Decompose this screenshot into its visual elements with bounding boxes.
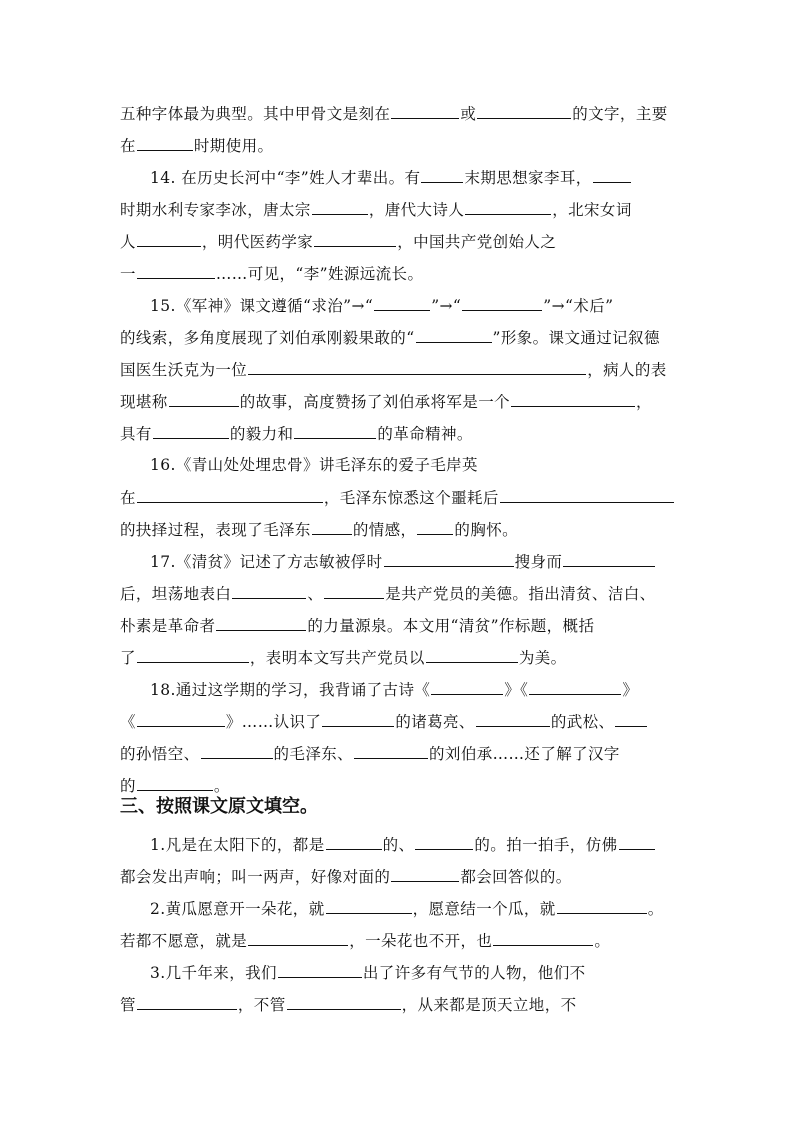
text-segment: 后，坦荡地表白 xyxy=(120,585,232,603)
answer-blank[interactable] xyxy=(426,647,518,663)
text-segment: 17.《清贫》记述了方志敏被俘时 xyxy=(150,553,383,571)
answer-blank[interactable] xyxy=(354,743,428,759)
answer-blank[interactable] xyxy=(391,866,459,882)
text-segment: ， xyxy=(636,393,652,411)
text-segment: 在 xyxy=(120,489,136,507)
text-segment: 的孙悟空、 xyxy=(120,745,200,763)
text-segment: 若都不愿意，就是 xyxy=(120,932,248,950)
text-line-1 xyxy=(120,103,668,124)
text-segment: 了 xyxy=(120,649,136,667)
text-segment: 朴素是革命者 xyxy=(120,617,216,635)
answer-blank[interactable] xyxy=(248,359,586,375)
text-line-11 xyxy=(120,423,473,444)
text-segment: 18.通过这学期的学习，我背诵了古诗《 xyxy=(150,681,431,699)
text-segment: 的。拍一拍手，仿佛 xyxy=(474,836,618,854)
text-line-14 xyxy=(120,519,518,540)
text-segment: 的文字，主要 xyxy=(572,105,668,123)
text-segment: 》《 xyxy=(504,681,529,699)
text-segment: 国医生沃克为一位 xyxy=(120,361,248,379)
text-segment: 的武松、 xyxy=(550,713,615,731)
text-segment: ”形象。课文通过记叙德 xyxy=(492,329,660,347)
answer-blank[interactable] xyxy=(232,583,306,599)
text-segment: 的、 xyxy=(382,836,415,854)
answer-blank[interactable] xyxy=(314,231,396,247)
answer-blank[interactable] xyxy=(615,711,647,727)
answer-blank[interactable] xyxy=(421,167,463,183)
text-segment: 现堪称 xyxy=(120,393,168,411)
answer-blank[interactable] xyxy=(431,679,503,695)
text-line-5 xyxy=(120,231,556,252)
text-segment: 14. 在历史长河中“李”姓人才辈出。有 xyxy=(150,169,421,187)
text-segment: ，一朵花也不开，也 xyxy=(349,932,493,950)
text-segment: 1.凡是在太阳下的，都是 xyxy=(150,836,325,854)
text-segment: 出了许多有气节的人物，他们不 xyxy=(362,964,586,982)
text-segment: 的抉择过程，表现了毛泽东 xyxy=(120,521,311,539)
text-line-m4 xyxy=(120,930,610,951)
text-segment: 》……认识了 xyxy=(225,713,322,731)
text-line-21 xyxy=(120,743,620,764)
text-line-m6 xyxy=(120,994,577,1015)
answer-blank[interactable] xyxy=(322,711,394,727)
text-line-3 xyxy=(150,167,632,188)
text-segment: 一 xyxy=(120,265,136,283)
answer-blank[interactable] xyxy=(278,962,362,978)
answer-blank[interactable] xyxy=(137,135,193,151)
answer-blank[interactable] xyxy=(137,647,249,663)
answer-blank[interactable] xyxy=(476,711,550,727)
answer-blank[interactable] xyxy=(619,834,655,850)
text-segment: 的故事，高度赞扬了刘伯承将军是一个 xyxy=(239,393,511,411)
section-heading: 三、按照课文原文填空。 xyxy=(120,796,318,817)
answer-blank[interactable] xyxy=(324,583,384,599)
answer-blank[interactable] xyxy=(500,487,674,503)
answer-blank[interactable] xyxy=(312,199,368,215)
answer-blank[interactable] xyxy=(557,898,647,914)
text-segment: 管 xyxy=(120,996,136,1014)
answer-blank[interactable] xyxy=(137,231,201,247)
text-line-9 xyxy=(120,359,667,380)
answer-blank[interactable] xyxy=(415,834,473,850)
text-line-13 xyxy=(120,487,675,508)
text-line-m2 xyxy=(120,866,572,887)
text-segment: 《 xyxy=(120,713,136,731)
text-segment: 的力量源泉。本文用“清贫”作标题，概括 xyxy=(307,617,595,635)
text-segment: 。 xyxy=(213,777,230,795)
answer-blank[interactable] xyxy=(137,994,237,1010)
answer-blank[interactable] xyxy=(137,487,323,503)
text-segment: ，不管 xyxy=(237,996,286,1014)
text-line-16 xyxy=(120,583,656,604)
text-line-4 xyxy=(120,199,632,220)
answer-blank[interactable] xyxy=(137,263,215,279)
text-segment: ，病人的表 xyxy=(587,361,667,379)
answer-blank[interactable] xyxy=(493,930,593,946)
answer-blank[interactable] xyxy=(326,834,382,850)
text-segment: 都会发出声响；叫一两声，好像对面的 xyxy=(120,868,391,886)
answer-blank[interactable] xyxy=(201,743,273,759)
text-segment: 五种字体最为典型。其中甲骨文是刻在 xyxy=(120,105,391,123)
answer-blank[interactable] xyxy=(248,930,348,946)
text-line-15 xyxy=(150,551,656,572)
text-segment: 16.《青山处处埋忠骨》讲毛泽东的爱子毛岸英 xyxy=(150,456,478,474)
answer-blank[interactable] xyxy=(137,775,213,791)
answer-blank[interactable] xyxy=(529,679,621,695)
answer-blank[interactable] xyxy=(287,994,401,1010)
text-segment: 》 xyxy=(622,681,639,699)
text-segment: 。 xyxy=(594,932,611,950)
answer-blank[interactable] xyxy=(477,103,571,119)
text-segment: 搜身而 xyxy=(514,553,563,571)
text-segment: 的 xyxy=(120,777,136,795)
answer-blank[interactable] xyxy=(294,423,376,439)
answer-blank[interactable] xyxy=(593,167,631,183)
text-segment: 2.黄瓜愿意开一朵花，就 xyxy=(150,900,325,918)
text-segment: 为美。 xyxy=(518,649,567,667)
text-segment: 的胸怀。 xyxy=(454,521,519,539)
text-line-10 xyxy=(120,391,652,412)
text-segment: 时期水利专家李冰，唐太宗 xyxy=(120,201,311,219)
text-line-18 xyxy=(120,647,567,668)
answer-blank[interactable] xyxy=(563,551,655,567)
text-segment: 15.《军神》课文遵循“求治”→“ xyxy=(150,297,374,315)
answer-blank[interactable] xyxy=(326,898,412,914)
text-line-m5 xyxy=(150,962,586,983)
answer-blank[interactable] xyxy=(169,391,239,407)
answer-blank[interactable] xyxy=(153,423,229,439)
text-segment: 的刘伯承……还了解了汉字 xyxy=(429,745,620,763)
text-line-19 xyxy=(150,679,638,700)
answer-blank[interactable] xyxy=(384,551,514,567)
text-segment: 的毅力和 xyxy=(229,425,294,443)
text-segment: ，中国共产党创始人之 xyxy=(397,233,557,251)
text-line-17 xyxy=(120,615,594,636)
text-line-m3 xyxy=(150,898,664,919)
answer-blank[interactable] xyxy=(511,391,635,407)
text-segment: ，表明本文写共产党员以 xyxy=(249,649,425,667)
text-segment: 的线索，多角度展现了刘伯承刚毅果敢的“ xyxy=(120,329,415,347)
text-segment: 的毛泽东、 xyxy=(273,745,354,763)
text-line-22 xyxy=(120,775,230,796)
text-line-2 xyxy=(120,135,273,156)
text-segment: 时期使用。 xyxy=(193,137,274,155)
text-line-m1 xyxy=(150,834,656,855)
text-segment: 都会回答似的。 xyxy=(460,868,572,886)
text-segment: ，毛泽东惊悉这个噩耗后 xyxy=(323,489,499,507)
text-line-8 xyxy=(120,327,660,348)
text-segment: ”→“ xyxy=(431,297,462,315)
text-segment: 3.几千年来，我们 xyxy=(150,964,277,982)
answer-blank[interactable] xyxy=(216,615,306,631)
text-segment: 是共产党员的美德。指出清贫、洁白、 xyxy=(385,585,656,603)
text-segment: ……可见，“李”姓源远流长。 xyxy=(215,265,424,283)
text-segment: ，愿意结一个瓜，就 xyxy=(412,900,556,918)
text-segment: ，唐代大诗人 xyxy=(368,201,465,219)
answer-blank[interactable] xyxy=(416,327,492,343)
text-segment: 或 xyxy=(460,105,477,123)
text-line-6 xyxy=(120,263,423,284)
text-segment: ”→“术后” xyxy=(543,297,614,315)
text-segment: 在 xyxy=(120,137,136,155)
text-segment: ，北宋女词 xyxy=(552,201,632,219)
text-segment: 。 xyxy=(647,900,664,918)
text-segment: 人 xyxy=(120,233,136,251)
answer-blank[interactable] xyxy=(374,295,430,311)
text-segment: 的革命精神。 xyxy=(377,425,473,443)
answer-blank[interactable] xyxy=(137,711,225,727)
text-segment: 末期思想家李耳， xyxy=(464,169,592,187)
text-line-7 xyxy=(150,295,613,316)
answer-blank[interactable] xyxy=(391,103,459,119)
text-segment: 、 xyxy=(307,585,324,603)
text-line-12 xyxy=(150,455,478,475)
text-segment: ，明代医药学家 xyxy=(201,233,314,251)
text-segment: 具有 xyxy=(120,425,152,443)
answer-blank[interactable] xyxy=(417,519,453,535)
answer-blank[interactable] xyxy=(465,199,551,215)
text-segment: 的情感， xyxy=(352,521,417,539)
text-segment: ，从来都是顶天立地，不 xyxy=(401,996,577,1014)
text-line-20 xyxy=(120,711,648,732)
answer-blank[interactable] xyxy=(312,519,352,535)
answer-blank[interactable] xyxy=(462,295,542,311)
text-segment: 的诸葛亮、 xyxy=(395,713,475,731)
